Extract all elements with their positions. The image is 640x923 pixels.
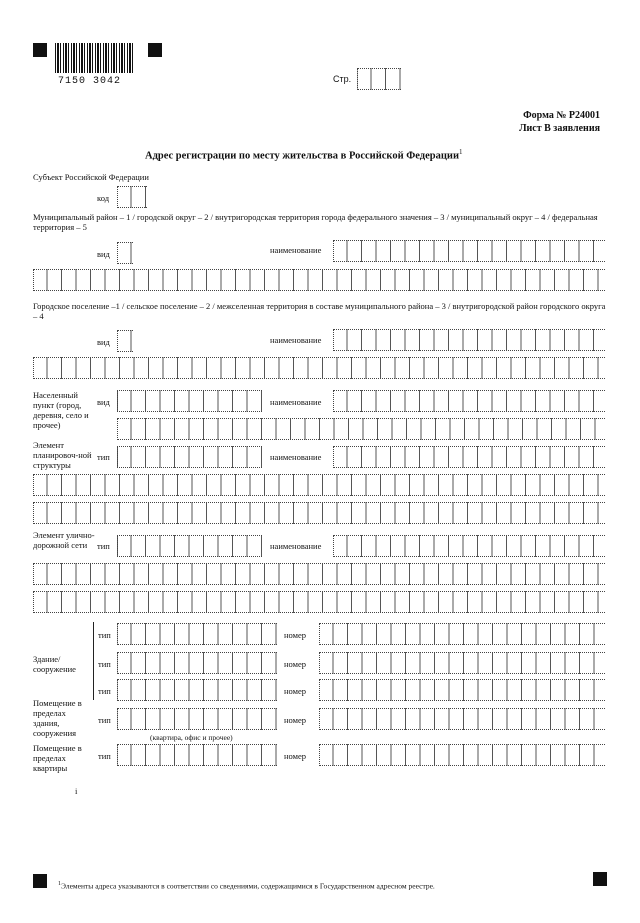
street-type-field[interactable] <box>117 535 262 557</box>
street-name-field-1[interactable] <box>333 535 605 557</box>
settlement-type-field[interactable] <box>117 330 133 352</box>
planning-name-field-1[interactable] <box>333 446 605 468</box>
building-number-field-2[interactable] <box>319 652 605 674</box>
premises-building-hint: (квартира, офис и прочее) <box>150 733 233 742</box>
building-number-label-2: номер <box>284 659 307 669</box>
title-text: Адрес регистрации по месту жительства в Российской Федерации <box>145 150 460 162</box>
page-label: Стр. <box>333 74 352 84</box>
locality-type-field[interactable] <box>117 390 262 412</box>
planning-name-field-3[interactable] <box>33 502 605 524</box>
settlement-name-field-1[interactable] <box>333 329 605 351</box>
premises-flat-type-label: тип <box>98 751 111 761</box>
premises-flat-type-field[interactable] <box>117 744 277 766</box>
stray-mark: i <box>75 786 78 796</box>
municipal-type-label: вид <box>97 249 110 259</box>
premises-building-number-field[interactable] <box>319 708 605 730</box>
footnote <box>58 879 435 892</box>
premises-flat-number-label: номер <box>284 751 307 761</box>
building-type-field-3[interactable] <box>117 679 277 701</box>
footnote-text: Элементы адреса указываются в соответствии со сведениями, содержащимися в Государственном адресном реестре. <box>61 881 435 891</box>
planning-type-field[interactable] <box>117 446 262 468</box>
form-sheet: Лист В заявления <box>519 123 600 134</box>
street-label: Элемент улично-дорожной сети <box>33 530 95 550</box>
premises-building-number-label: номер <box>284 715 307 725</box>
locality-name-field-2[interactable] <box>117 418 605 440</box>
building-number-label-3: номер <box>284 686 307 696</box>
settlement-name-field-2[interactable] <box>33 357 605 379</box>
locality-name-field-1[interactable] <box>333 390 605 412</box>
municipal-description: Муниципальный район – 1 / городской округ – 2 / внутригородская территория города федерального значения – 3 / муниципальный округ – 4 / федеральная территория – 5 <box>33 212 598 232</box>
building-number-label-1: номер <box>284 630 307 640</box>
premises-flat-label: Помещение в пределах квартиры <box>33 743 82 773</box>
building-type-label-3: тип <box>98 686 111 696</box>
page-number-field[interactable] <box>357 68 401 90</box>
premises-flat-number-field[interactable] <box>319 744 605 766</box>
municipal-name-field-2[interactable] <box>33 269 605 291</box>
form-number: Форма № Р24001 <box>523 110 600 121</box>
street-type-label: тип <box>97 541 110 551</box>
building-label: Здание/ сооружение <box>33 654 76 674</box>
settlement-type-label: вид <box>97 337 110 347</box>
locality-name-label: наименование <box>270 397 322 407</box>
municipal-name-label: наименование <box>270 245 322 255</box>
barcode <box>55 43 135 73</box>
premises-building-label: Помещение в пределах здания, сооружения <box>33 698 82 738</box>
page-title <box>145 147 463 162</box>
planning-name-field-2[interactable] <box>33 474 605 496</box>
building-type-label-2: тип <box>98 659 111 669</box>
building-number-field-3[interactable] <box>319 679 605 701</box>
subject-code-label: код <box>97 193 110 203</box>
building-type-label-1: тип <box>98 630 111 640</box>
subject-code-field[interactable] <box>117 186 147 208</box>
street-name-label: наименование <box>270 541 322 551</box>
building-type-field-2[interactable] <box>117 652 277 674</box>
municipal-type-field[interactable] <box>117 242 133 264</box>
registration-mark-bottom-right <box>593 872 607 886</box>
planning-name-label: наименование <box>270 452 322 462</box>
street-name-field-2[interactable] <box>33 563 605 585</box>
locality-type-label: вид <box>97 397 110 407</box>
building-number-field-1[interactable] <box>319 623 605 645</box>
footnote-mark: 1 <box>58 881 61 887</box>
planning-type-label: тип <box>97 452 110 462</box>
registration-mark-bottom-left <box>33 874 47 888</box>
premises-building-type-label: тип <box>98 715 111 725</box>
title-footnote-mark: 1 <box>459 148 463 156</box>
registration-mark-top-left <box>33 43 47 57</box>
locality-label: Населенный пункт (город, деревня, село и прочее) <box>33 390 89 430</box>
registration-mark-top-right <box>148 43 162 57</box>
settlement-description: Городское поселение –1 / сельское поселение – 2 / межселенная территория в составе муниципального района – 3 / внутригородской район городского округа – 4 <box>33 301 606 321</box>
barcode-number: 7150 3042 <box>58 76 122 87</box>
subject-label: Субъект Российской Федерации <box>33 172 149 182</box>
premises-building-type-field[interactable] <box>117 708 277 730</box>
building-type-field-1[interactable] <box>117 623 277 645</box>
planning-label: Элемент планировоч-ной структуры <box>33 440 92 470</box>
street-name-field-3[interactable] <box>33 591 605 613</box>
municipal-name-field-1[interactable] <box>333 240 605 262</box>
settlement-name-label: наименование <box>270 335 322 345</box>
building-bracket <box>93 622 94 700</box>
